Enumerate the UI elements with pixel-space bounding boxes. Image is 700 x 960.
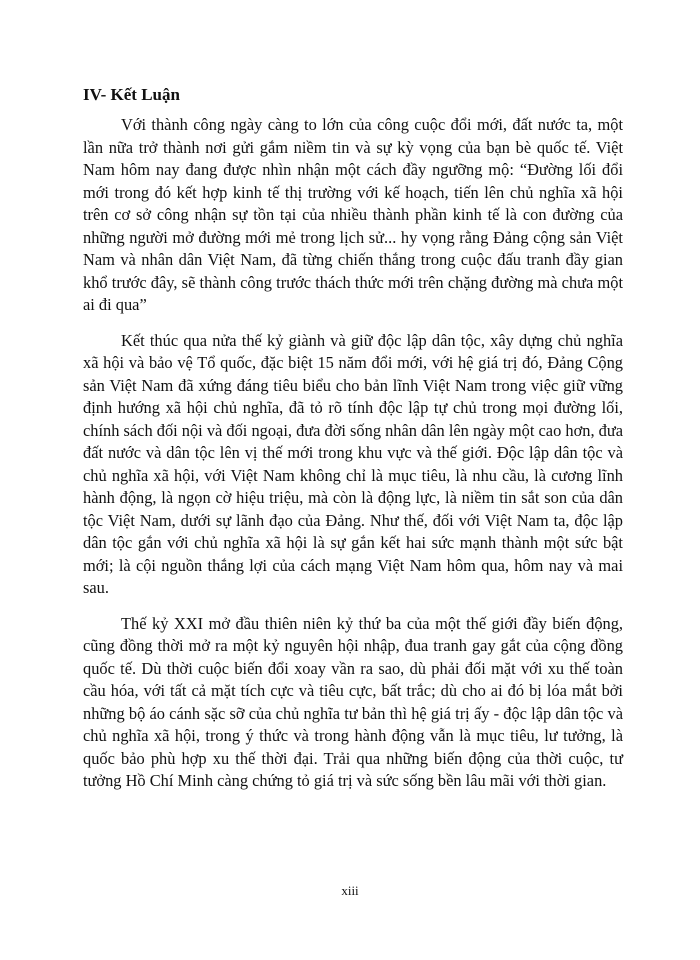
section-heading: IV- Kết Luận [83, 85, 180, 104]
paragraph-3: Thế kỷ XXI mở đầu thiên niên kỷ thứ ba của một thế giới đầy biến động, cũng đồng thời mở ra một kỷ nguyên hội nhập, đua tranh gay gắt của cộng đồng quốc tế. Dù thời cuộc biến đổi xoay vần ra sao, dù phải đối mặt với xu thế toàn cầu hóa, với tất cả mặt tích cực và tiêu cực, bất trắc; dù cho ai đó bị lóa mắt bởi những bộ áo cánh sặc sỡ của chủ nghĩa tư bản thì hệ giá trị ấy - độc lập dân tộc và chủ nghĩa xã hội, trong ý thức và trong hành động vẫn là mục tiêu, lư tưởng, là quốc bảo phù hợp xu thế thời đại. Trải qua những biến động của thời cuộc, tư tưởng Hồ Chí Minh càng chứng tỏ giá trị và sức sống bền lâu mãi với thời gian. [83, 613, 623, 790]
paragraph-2: Kết thúc qua nửa thế kỷ giành và giữ độc lập dân tộc, xây dựng chủ nghĩa xã hội và bảo vệ Tổ quốc, đặc biệt 15 năm đổi mới, với hệ giá trị đó, Đảng Cộng sản Việt Nam đã xứng đáng tiêu biểu cho bản lĩnh Việt Nam trong việc giữ vững định hướng xã hội chủ nghĩa, đã tỏ rõ tính độc lập tự chủ trong mọi đường lối, chính sách đối nội và đối ngoại, đưa đời sống nhân dân lên ngày một cao hơn, đưa đất nước và dân tộc lên vị thế mới trong khu vực và thế giới. Độc lập dân tộc và chủ nghĩa xã hội, với Việt Nam không chỉ là mục tiêu, là nhu cầu, là cương lĩnh hành động, là ngọn cờ hiệu triệu, mà còn là động lực, là niềm tin sắt son của dân tộc Việt Nam, dưới sự lãnh đạo của Đảng. Như thế, đối với Việt Nam ta, độc lập dân tộc gắn với chủ nghĩa xã hội là sự gắn kết hai sức mạnh thành một sức bật mới; là cội nguồn thắng lợi của cách mạng Việt Nam hôm qua, hôm nay và mai sau. [83, 330, 623, 597]
page-number: xiii [341, 883, 359, 898]
paragraph-1: Với thành công ngày càng to lớn của công cuộc đổi mới, đất nước ta, một lần nữa trở thành nơi gửi gắm niềm tin và sự kỳ vọng của bạn bè quốc tế. Việt Nam hôm nay đang được nhìn nhận một cách đầy ngưỡng mộ: “Đường lối đổi mới trong đó kết hợp kinh tế thị trường với kế hoạch, tiến lên chủ nghĩa xã hội trên cơ sở công nhận sự tồn tại của nhiều thành phần kinh tế là con đường của những người mở đường mới mẻ trong lịch sử... hy vọng rằng Đảng cộng sản Việt Nam và nhân dân Việt Nam, đã từng chiến thắng trong cuộc đấu tranh đầy gian khổ trước đây, sẽ thành công trước thách thức mới trên chặng đường mà chưa một ai đi qua” [83, 115, 623, 314]
document-page [83, 84, 623, 806]
